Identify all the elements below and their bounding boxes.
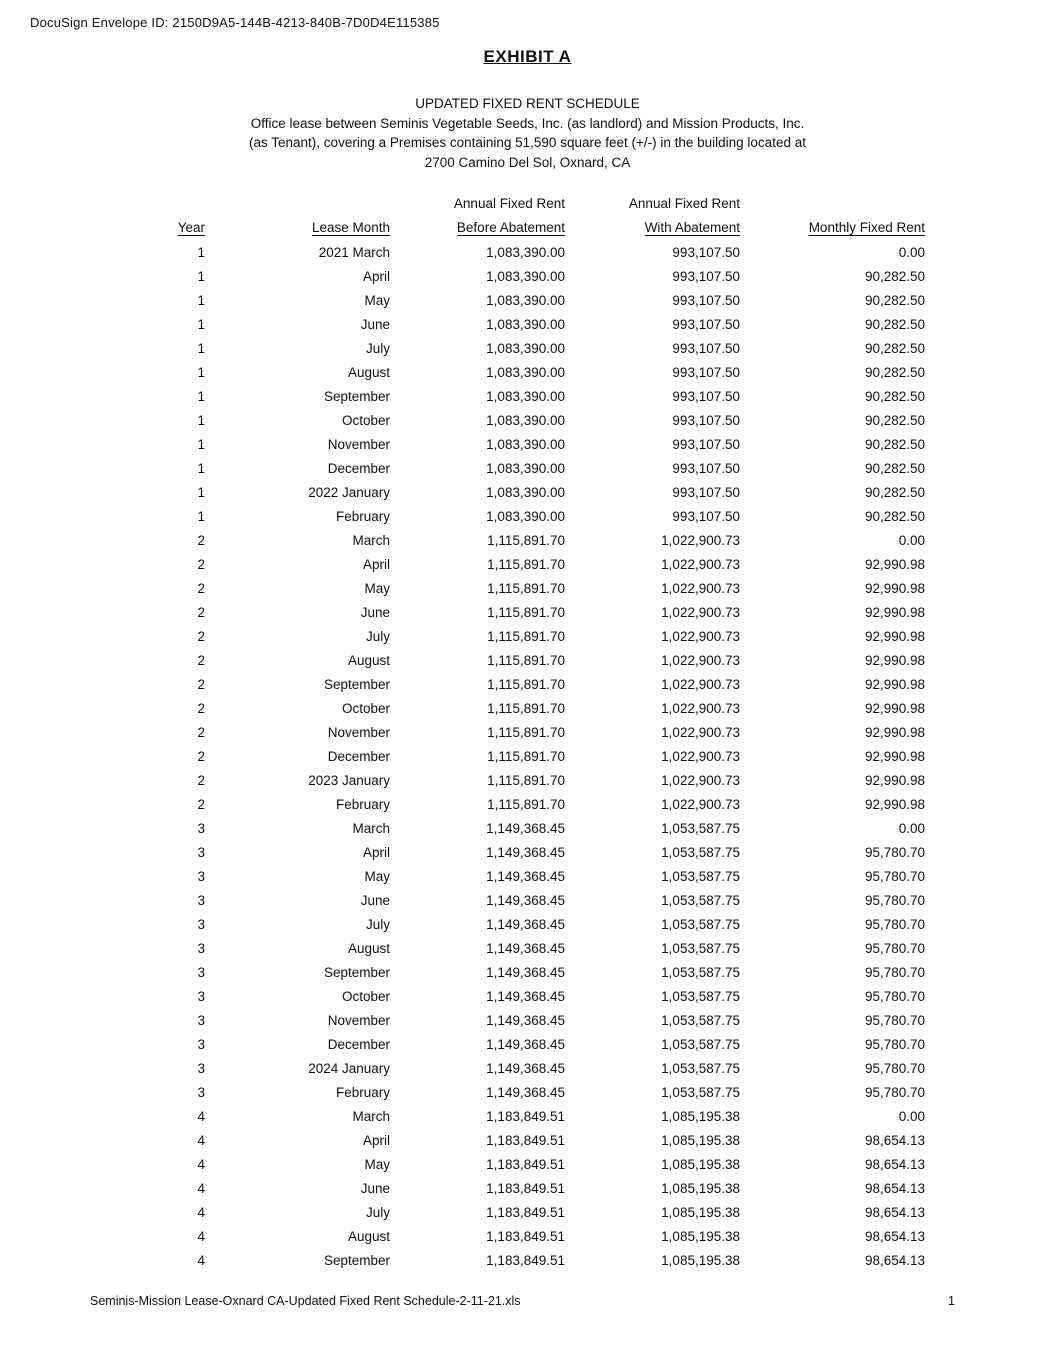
cell-year: 4 xyxy=(197,1228,205,1244)
cell-year: 4 xyxy=(197,1132,205,1148)
cell-monthly-fixed-rent: 95,780.70 xyxy=(864,868,925,884)
subtitle-line-schedule: UPDATED FIXED RENT SCHEDULE xyxy=(415,96,640,111)
cell-annual-with-abatement: 1,053,587.75 xyxy=(661,820,740,836)
cell-year: 3 xyxy=(197,916,205,932)
cell-monthly-fixed-rent: 95,780.70 xyxy=(864,892,925,908)
cell-lease-month: August xyxy=(347,940,390,956)
cell-year: 1 xyxy=(197,316,205,332)
cell-monthly-fixed-rent: 90,282.50 xyxy=(864,412,925,428)
table-row xyxy=(90,1176,925,1200)
cell-monthly-fixed-rent: 90,282.50 xyxy=(864,484,925,500)
table-header-row-bottom xyxy=(90,215,925,240)
table-row xyxy=(90,888,925,912)
cell-year: 2 xyxy=(197,652,205,668)
cell-monthly-fixed-rent: 90,282.50 xyxy=(864,460,925,476)
cell-annual-with-abatement: 1,022,900.73 xyxy=(661,748,740,764)
cell-annual-before-abatement: 1,115,891.70 xyxy=(487,724,565,740)
table-row xyxy=(90,600,925,624)
table-row xyxy=(90,432,925,456)
cell-annual-with-abatement: 1,053,587.75 xyxy=(661,868,740,884)
table-row xyxy=(90,360,925,384)
cell-monthly-fixed-rent: 90,282.50 xyxy=(864,508,925,524)
table-row xyxy=(90,936,925,960)
cell-annual-with-abatement: 1,022,900.73 xyxy=(661,628,740,644)
table-row xyxy=(90,792,925,816)
table-row xyxy=(90,1152,925,1176)
cell-annual-with-abatement: 1,085,195.38 xyxy=(661,1180,740,1196)
subtitle-line-address: 2700 Camino Del Sol, Oxnard, CA xyxy=(424,154,631,170)
table-row xyxy=(90,408,925,432)
cell-annual-before-abatement: 1,083,390.00 xyxy=(486,412,565,428)
cell-year: 1 xyxy=(197,388,205,404)
cell-lease-month: June xyxy=(360,316,390,332)
cell-monthly-fixed-rent: 90,282.50 xyxy=(864,316,925,332)
cell-annual-with-abatement: 1,053,587.75 xyxy=(661,1060,740,1076)
cell-annual-before-abatement: 1,149,368.45 xyxy=(486,940,565,956)
cell-lease-month: December xyxy=(327,460,390,476)
cell-annual-before-abatement: 1,183,849.51 xyxy=(486,1108,565,1124)
cell-annual-with-abatement: 1,053,587.75 xyxy=(661,1084,740,1100)
cell-annual-before-abatement: 1,149,368.45 xyxy=(486,868,565,884)
cell-annual-before-abatement: 1,149,368.45 xyxy=(486,1084,565,1100)
cell-year: 1 xyxy=(197,292,205,308)
cell-year: 3 xyxy=(197,940,205,956)
cell-lease-month: July xyxy=(365,340,390,356)
cell-year: 1 xyxy=(197,508,205,524)
cell-monthly-fixed-rent: 92,990.98 xyxy=(864,748,925,764)
table-row xyxy=(90,336,925,360)
cell-annual-with-abatement: 993,107.50 xyxy=(672,340,740,356)
cell-annual-before-abatement: 1,183,849.51 xyxy=(486,1156,565,1172)
cell-year: 1 xyxy=(197,460,205,476)
cell-lease-month: May xyxy=(364,1156,390,1172)
cell-annual-before-abatement: 1,083,390.00 xyxy=(486,316,565,332)
table-row xyxy=(90,1032,925,1056)
cell-lease-month: June xyxy=(360,604,390,620)
cell-annual-with-abatement: 993,107.50 xyxy=(672,388,740,404)
cell-annual-before-abatement: 1,115,891.70 xyxy=(487,700,565,716)
cell-annual-with-abatement: 1,022,900.73 xyxy=(661,772,740,788)
cell-annual-with-abatement: 1,053,587.75 xyxy=(661,892,740,908)
cell-monthly-fixed-rent: 90,282.50 xyxy=(864,364,925,380)
cell-annual-before-abatement: 1,083,390.00 xyxy=(486,484,565,500)
cell-annual-before-abatement: 1,115,891.70 xyxy=(487,676,565,692)
cell-year: 2 xyxy=(197,676,205,692)
header-annual-before-top: Annual Fixed Rent xyxy=(453,196,565,211)
cell-year: 1 xyxy=(197,484,205,500)
cell-year: 3 xyxy=(197,868,205,884)
table-row xyxy=(90,1080,925,1104)
subtitle-line-premises: (as Tenant), covering a Premises containing 51,590 square feet (+/-) in the building located at xyxy=(249,135,806,150)
cell-annual-with-abatement: 1,085,195.38 xyxy=(661,1132,740,1148)
cell-lease-month: April xyxy=(362,1132,390,1148)
cell-monthly-fixed-rent: 0.00 xyxy=(898,244,925,260)
cell-lease-month: July xyxy=(365,916,390,932)
cell-annual-before-abatement: 1,149,368.45 xyxy=(486,916,565,932)
cell-monthly-fixed-rent: 95,780.70 xyxy=(864,1060,925,1076)
cell-year: 1 xyxy=(197,364,205,380)
cell-annual-with-abatement: 1,053,587.75 xyxy=(661,844,740,860)
cell-year: 3 xyxy=(197,1012,205,1028)
cell-lease-month: February xyxy=(335,796,390,812)
table-row xyxy=(90,1200,925,1224)
cell-annual-with-abatement: 993,107.50 xyxy=(672,460,740,476)
cell-annual-with-abatement: 993,107.50 xyxy=(672,268,740,284)
table-row xyxy=(90,576,925,600)
cell-annual-with-abatement: 1,022,900.73 xyxy=(661,580,740,596)
cell-annual-with-abatement: 1,022,900.73 xyxy=(661,796,740,812)
cell-lease-month: November xyxy=(327,436,390,452)
cell-year: 3 xyxy=(197,988,205,1004)
cell-annual-with-abatement: 993,107.50 xyxy=(672,508,740,524)
table-row xyxy=(90,384,925,408)
cell-monthly-fixed-rent: 92,990.98 xyxy=(864,772,925,788)
header-monthly-fixed-rent: Monthly Fixed Rent xyxy=(808,220,925,235)
cell-monthly-fixed-rent: 92,990.98 xyxy=(864,556,925,572)
table-row xyxy=(90,864,925,888)
table-row xyxy=(90,816,925,840)
cell-annual-before-abatement: 1,083,390.00 xyxy=(486,460,565,476)
header-annual-with-bottom: With Abatement xyxy=(644,220,740,235)
cell-annual-before-abatement: 1,115,891.70 xyxy=(487,628,565,644)
cell-annual-before-abatement: 1,149,368.45 xyxy=(486,892,565,908)
cell-year: 2 xyxy=(197,580,205,596)
cell-monthly-fixed-rent: 95,780.70 xyxy=(864,940,925,956)
table-row xyxy=(90,1056,925,1080)
cell-annual-with-abatement: 1,022,900.73 xyxy=(661,652,740,668)
cell-monthly-fixed-rent: 92,990.98 xyxy=(864,604,925,620)
table-row xyxy=(90,672,925,696)
cell-monthly-fixed-rent: 95,780.70 xyxy=(864,1012,925,1028)
cell-lease-month: May xyxy=(364,580,390,596)
page-footer xyxy=(90,1294,955,1308)
subtitle-block xyxy=(0,94,1055,172)
table-row xyxy=(90,504,925,528)
cell-lease-month: October xyxy=(341,412,390,428)
cell-annual-before-abatement: 1,149,368.45 xyxy=(486,1012,565,1028)
cell-annual-before-abatement: 1,149,368.45 xyxy=(486,1060,565,1076)
table-row xyxy=(90,528,925,552)
cell-annual-before-abatement: 1,115,891.70 xyxy=(487,796,565,812)
cell-annual-with-abatement: 993,107.50 xyxy=(672,484,740,500)
table-row xyxy=(90,1248,925,1272)
cell-year: 4 xyxy=(197,1252,205,1268)
cell-year: 3 xyxy=(197,892,205,908)
table-row xyxy=(90,960,925,984)
cell-monthly-fixed-rent: 98,654.13 xyxy=(864,1228,925,1244)
cell-annual-with-abatement: 1,022,900.73 xyxy=(661,604,740,620)
cell-annual-before-abatement: 1,083,390.00 xyxy=(486,364,565,380)
cell-annual-with-abatement: 1,085,195.38 xyxy=(661,1108,740,1124)
cell-year: 2 xyxy=(197,748,205,764)
cell-year: 4 xyxy=(197,1108,205,1124)
cell-lease-month: April xyxy=(362,556,390,572)
cell-year: 3 xyxy=(197,1060,205,1076)
cell-annual-before-abatement: 1,115,891.70 xyxy=(487,556,565,572)
cell-annual-before-abatement: 1,115,891.70 xyxy=(487,532,565,548)
cell-annual-with-abatement: 1,022,900.73 xyxy=(661,724,740,740)
cell-annual-before-abatement: 1,083,390.00 xyxy=(486,292,565,308)
header-annual-with-top: Annual Fixed Rent xyxy=(628,196,740,211)
table-row xyxy=(90,840,925,864)
cell-lease-month: November xyxy=(327,1012,390,1028)
cell-annual-before-abatement: 1,183,849.51 xyxy=(486,1228,565,1244)
cell-lease-month: 2022 January xyxy=(308,484,390,500)
cell-lease-month: July xyxy=(365,628,390,644)
cell-lease-month: August xyxy=(347,364,390,380)
cell-lease-month: July xyxy=(365,1204,390,1220)
table-header-row-top xyxy=(90,192,925,215)
cell-annual-with-abatement: 1,053,587.75 xyxy=(661,1012,740,1028)
cell-lease-month: 2023 January xyxy=(308,772,390,788)
cell-monthly-fixed-rent: 90,282.50 xyxy=(864,388,925,404)
cell-monthly-fixed-rent: 90,282.50 xyxy=(864,436,925,452)
cell-annual-before-abatement: 1,115,891.70 xyxy=(487,604,565,620)
table-row xyxy=(90,1128,925,1152)
cell-monthly-fixed-rent: 90,282.50 xyxy=(864,340,925,356)
table-row xyxy=(90,240,925,264)
cell-year: 1 xyxy=(197,412,205,428)
cell-annual-with-abatement: 1,053,587.75 xyxy=(661,916,740,932)
table-row xyxy=(90,912,925,936)
cell-monthly-fixed-rent: 95,780.70 xyxy=(864,988,925,1004)
cell-monthly-fixed-rent: 92,990.98 xyxy=(864,796,925,812)
cell-annual-with-abatement: 1,053,587.75 xyxy=(661,964,740,980)
cell-lease-month: October xyxy=(341,988,390,1004)
cell-lease-month: September xyxy=(323,676,390,692)
cell-lease-month: June xyxy=(360,1180,390,1196)
cell-monthly-fixed-rent: 90,282.50 xyxy=(864,268,925,284)
cell-annual-before-abatement: 1,083,390.00 xyxy=(486,340,565,356)
cell-year: 1 xyxy=(197,244,205,260)
cell-annual-with-abatement: 993,107.50 xyxy=(672,436,740,452)
cell-lease-month: June xyxy=(360,892,390,908)
table-row xyxy=(90,312,925,336)
cell-monthly-fixed-rent: 0.00 xyxy=(898,820,925,836)
cell-lease-month: August xyxy=(347,1228,390,1244)
cell-monthly-fixed-rent: 0.00 xyxy=(898,1108,925,1124)
cell-monthly-fixed-rent: 95,780.70 xyxy=(864,1084,925,1100)
cell-monthly-fixed-rent: 90,282.50 xyxy=(864,292,925,308)
cell-annual-with-abatement: 1,085,195.38 xyxy=(661,1252,740,1268)
cell-lease-month: May xyxy=(364,292,390,308)
docusign-envelope-id: DocuSign Envelope ID: 2150D9A5-144B-4213-840B-7D0D4E115385 xyxy=(30,15,440,30)
table-row xyxy=(90,984,925,1008)
cell-annual-with-abatement: 993,107.50 xyxy=(672,244,740,260)
cell-annual-before-abatement: 1,083,390.00 xyxy=(486,268,565,284)
table-row xyxy=(90,696,925,720)
cell-annual-with-abatement: 1,022,900.73 xyxy=(661,676,740,692)
table-row xyxy=(90,648,925,672)
rent-schedule-table xyxy=(90,192,925,1272)
table-row xyxy=(90,1104,925,1128)
cell-year: 3 xyxy=(197,844,205,860)
cell-year: 4 xyxy=(197,1204,205,1220)
cell-annual-before-abatement: 1,115,891.70 xyxy=(487,652,565,668)
cell-annual-before-abatement: 1,083,390.00 xyxy=(486,436,565,452)
table-row xyxy=(90,552,925,576)
cell-annual-with-abatement: 1,053,587.75 xyxy=(661,1036,740,1052)
cell-year: 2 xyxy=(197,700,205,716)
cell-year: 2 xyxy=(197,532,205,548)
cell-lease-month: March xyxy=(352,532,390,548)
table-row xyxy=(90,1224,925,1248)
cell-monthly-fixed-rent: 98,654.13 xyxy=(864,1156,925,1172)
cell-annual-with-abatement: 1,053,587.75 xyxy=(661,940,740,956)
cell-annual-with-abatement: 1,053,587.75 xyxy=(661,988,740,1004)
table-row xyxy=(90,1008,925,1032)
cell-annual-before-abatement: 1,149,368.45 xyxy=(486,820,565,836)
cell-annual-before-abatement: 1,083,390.00 xyxy=(486,508,565,524)
cell-lease-month: September xyxy=(323,1252,390,1268)
cell-annual-with-abatement: 1,085,195.38 xyxy=(661,1228,740,1244)
cell-annual-before-abatement: 1,183,849.51 xyxy=(486,1204,565,1220)
cell-year: 2 xyxy=(197,772,205,788)
cell-year: 3 xyxy=(197,820,205,836)
cell-year: 1 xyxy=(197,268,205,284)
cell-annual-before-abatement: 1,149,368.45 xyxy=(486,964,565,980)
cell-annual-before-abatement: 1,183,849.51 xyxy=(486,1180,565,1196)
footer-filename: Seminis-Mission Lease-Oxnard CA-Updated Fixed Rent Schedule-2-11-21.xls xyxy=(90,1294,521,1308)
cell-annual-with-abatement: 1,085,195.38 xyxy=(661,1204,740,1220)
cell-annual-before-abatement: 1,115,891.70 xyxy=(487,580,565,596)
table-row xyxy=(90,456,925,480)
table-row xyxy=(90,720,925,744)
cell-monthly-fixed-rent: 98,654.13 xyxy=(864,1132,925,1148)
cell-lease-month: March xyxy=(352,1108,390,1124)
table-row xyxy=(90,624,925,648)
cell-annual-with-abatement: 993,107.50 xyxy=(672,364,740,380)
header-annual-before-bottom: Before Abatement xyxy=(456,220,565,235)
cell-year: 4 xyxy=(197,1156,205,1172)
cell-lease-month: August xyxy=(347,652,390,668)
table-row xyxy=(90,744,925,768)
cell-year: 3 xyxy=(197,964,205,980)
cell-lease-month: April xyxy=(362,268,390,284)
table-row xyxy=(90,288,925,312)
table-row xyxy=(90,480,925,504)
cell-annual-with-abatement: 993,107.50 xyxy=(672,316,740,332)
cell-lease-month: October xyxy=(341,700,390,716)
cell-monthly-fixed-rent: 92,990.98 xyxy=(864,580,925,596)
cell-monthly-fixed-rent: 92,990.98 xyxy=(864,724,925,740)
cell-year: 4 xyxy=(197,1180,205,1196)
cell-year: 3 xyxy=(197,1084,205,1100)
table-row xyxy=(90,264,925,288)
cell-annual-before-abatement: 1,115,891.70 xyxy=(487,748,565,764)
cell-annual-before-abatement: 1,083,390.00 xyxy=(486,388,565,404)
cell-year: 2 xyxy=(197,724,205,740)
exhibit-title: EXHIBIT A xyxy=(483,47,572,66)
cell-annual-with-abatement: 1,022,900.73 xyxy=(661,532,740,548)
cell-monthly-fixed-rent: 98,654.13 xyxy=(864,1180,925,1196)
cell-lease-month: December xyxy=(327,1036,390,1052)
cell-annual-before-abatement: 1,183,849.51 xyxy=(486,1252,565,1268)
cell-monthly-fixed-rent: 92,990.98 xyxy=(864,628,925,644)
cell-year: 2 xyxy=(197,628,205,644)
cell-monthly-fixed-rent: 98,654.13 xyxy=(864,1252,925,1268)
cell-monthly-fixed-rent: 95,780.70 xyxy=(864,964,925,980)
cell-annual-with-abatement: 993,107.50 xyxy=(672,412,740,428)
cell-annual-with-abatement: 1,022,900.73 xyxy=(661,700,740,716)
cell-year: 1 xyxy=(197,340,205,356)
cell-annual-with-abatement: 1,085,195.38 xyxy=(661,1156,740,1172)
header-year: Year xyxy=(177,220,205,235)
cell-monthly-fixed-rent: 95,780.70 xyxy=(864,1036,925,1052)
cell-lease-month: February xyxy=(335,508,390,524)
cell-lease-month: 2021 March xyxy=(318,244,390,260)
cell-annual-before-abatement: 1,149,368.45 xyxy=(486,844,565,860)
cell-annual-with-abatement: 1,022,900.73 xyxy=(661,556,740,572)
footer-page-number: 1 xyxy=(948,1294,955,1308)
cell-lease-month: 2024 January xyxy=(308,1060,390,1076)
cell-lease-month: March xyxy=(352,820,390,836)
cell-lease-month: November xyxy=(327,724,390,740)
table-row xyxy=(90,768,925,792)
cell-year: 3 xyxy=(197,1036,205,1052)
cell-annual-before-abatement: 1,149,368.45 xyxy=(486,988,565,1004)
cell-monthly-fixed-rent: 95,780.70 xyxy=(864,844,925,860)
cell-year: 2 xyxy=(197,604,205,620)
header-lease-month: Lease Month xyxy=(311,220,390,235)
cell-lease-month: December xyxy=(327,748,390,764)
cell-annual-with-abatement: 993,107.50 xyxy=(672,292,740,308)
rent-table-body xyxy=(90,240,925,1272)
cell-monthly-fixed-rent: 0.00 xyxy=(898,532,925,548)
cell-monthly-fixed-rent: 92,990.98 xyxy=(864,700,925,716)
cell-lease-month: September xyxy=(323,388,390,404)
cell-annual-before-abatement: 1,115,891.70 xyxy=(487,772,565,788)
cell-lease-month: April xyxy=(362,844,390,860)
cell-lease-month: May xyxy=(364,868,390,884)
cell-annual-before-abatement: 1,183,849.51 xyxy=(486,1132,565,1148)
cell-year: 2 xyxy=(197,556,205,572)
cell-monthly-fixed-rent: 92,990.98 xyxy=(864,676,925,692)
cell-year: 2 xyxy=(197,796,205,812)
cell-annual-before-abatement: 1,149,368.45 xyxy=(486,1036,565,1052)
cell-lease-month: September xyxy=(323,964,390,980)
cell-monthly-fixed-rent: 92,990.98 xyxy=(864,652,925,668)
cell-monthly-fixed-rent: 95,780.70 xyxy=(864,916,925,932)
cell-lease-month: February xyxy=(335,1084,390,1100)
subtitle-line-parties: Office lease between Seminis Vegetable Seeds, Inc. (as landlord) and Mission Products, Inc. xyxy=(250,115,805,131)
cell-annual-before-abatement: 1,083,390.00 xyxy=(486,244,565,260)
cell-year: 1 xyxy=(197,436,205,452)
cell-monthly-fixed-rent: 98,654.13 xyxy=(864,1204,925,1220)
